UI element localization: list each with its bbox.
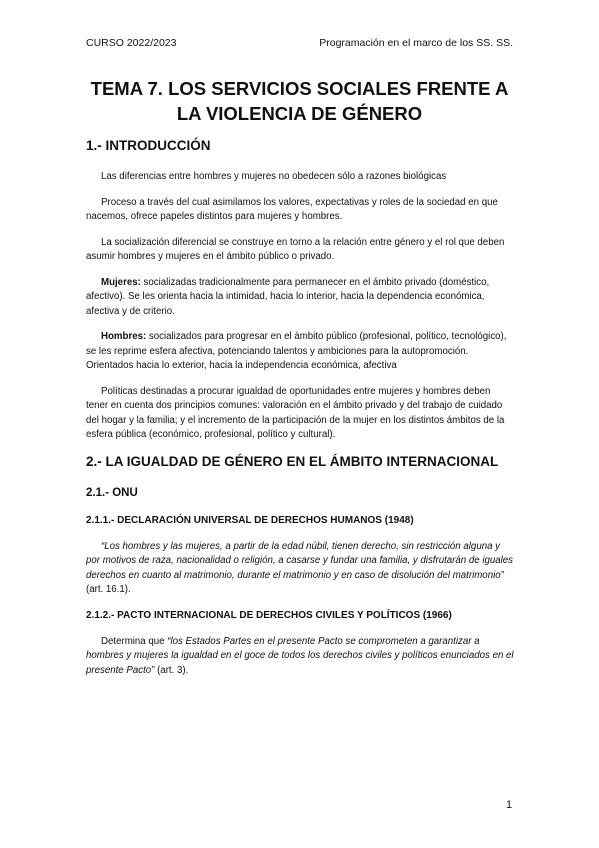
subsection-heading: 2.1.- ONU [86, 486, 138, 499]
term-text: socializadas tradicionalmente para permanecer en el ámbito privado (doméstico, afectivo). Se les orienta hacia la intimidad, hacia lo interior, hacia la dependencia económica, afectiva y de criterio. [86, 276, 490, 317]
page-number: 1 [506, 799, 513, 811]
header-subject: Programación en el marco de los SS. SS. [319, 37, 513, 49]
paragraph: La socialización diferencial se construye en torno a la relación entre género y el rol que deben asumir hombres y mujeres en el ámbito público o privado. [86, 236, 505, 262]
subsubsection-heading: 2.1.1.- DECLARACIÓN UNIVERSAL DE DERECHOS HUMANOS (1948) [86, 514, 414, 526]
subsubsection-heading: 2.1.2.- PACTO INTERNACIONAL DE DERECHOS CIVILES Y POLÍTICOS (1966) [86, 609, 452, 621]
title-line-2: LA VIOLENCIA DE GÉNERO [176, 103, 423, 124]
quote-reference: (art. 16.1). [86, 584, 131, 595]
quote-text: “los Estados Partes en el presente Pacto se comprometen a garantizar a hombres y mujeres la igualdad en el goce de todos los derechos civiles y políticos enunciados en el presente Pacto” [86, 635, 514, 676]
quote-paragraph [86, 635, 515, 679]
quote-text: “Los hombres y las mujeres, a partir de la edad núbil, tienen derecho, sin restricción alguna y por motivos de raza, nacionalidad o religión, a casarse y fundar una familia, y disfrutarán de iguales derechos en cuanto al matrimonio, durante el matrimonio y en caso de disolución del matrimonio” [86, 540, 514, 581]
document-body [86, 138, 515, 689]
paragraph: Las diferencias entre hombres y mujeres no obedecen sólo a razones biológicas [101, 171, 447, 182]
paragraph-hombres [86, 330, 515, 374]
section-1-heading: 1.- INTRODUCCIÓN [86, 138, 211, 153]
term-label: Mujeres: [101, 276, 141, 288]
term-text: socializados para progresar en el ámbito público (profesional, político, tecnológico), se les reprime esfera afectiva, potenciando talentos y ambiciones para la autopromoción. Orientados hacia lo exterior, hacia la independencia económica, afectiva [86, 331, 507, 371]
paragraph-mujeres [86, 276, 515, 320]
quote-paragraph [86, 540, 515, 598]
quote-reference: (art. 3). [154, 664, 189, 676]
document-title [60, 76, 539, 126]
header-course: CURSO 2022/2023 [86, 37, 177, 49]
section-2-heading: 2.- LA IGUALDAD DE GÉNERO EN EL ÁMBITO INTERNACIONAL [86, 453, 499, 469]
paragraph: Proceso a través del cual asimilamos los valores, expectativas y roles de la sociedad en que nacemos, ofrece papeles distintos para mujeres y hombres. [86, 196, 498, 222]
paragraph: Políticas destinadas a procurar igualdad de oportunidades entre mujeres y hombres deben tener en cuenta dos principios comunes: valoración en el ámbito privado y del trabajo de cuidado del hogar y la familia; y el incremento de la participación de la mujer en los distintos ámbitos de la esfera pública (económico, profesional, político y cultural). [86, 385, 505, 440]
title-line-1: TEMA 7. LOS SERVICIOS SOCIALES FRENTE A [90, 78, 509, 99]
page-header [86, 37, 513, 49]
quote-intro: Determina que [101, 635, 168, 647]
term-label: Hombres: [101, 331, 147, 342]
